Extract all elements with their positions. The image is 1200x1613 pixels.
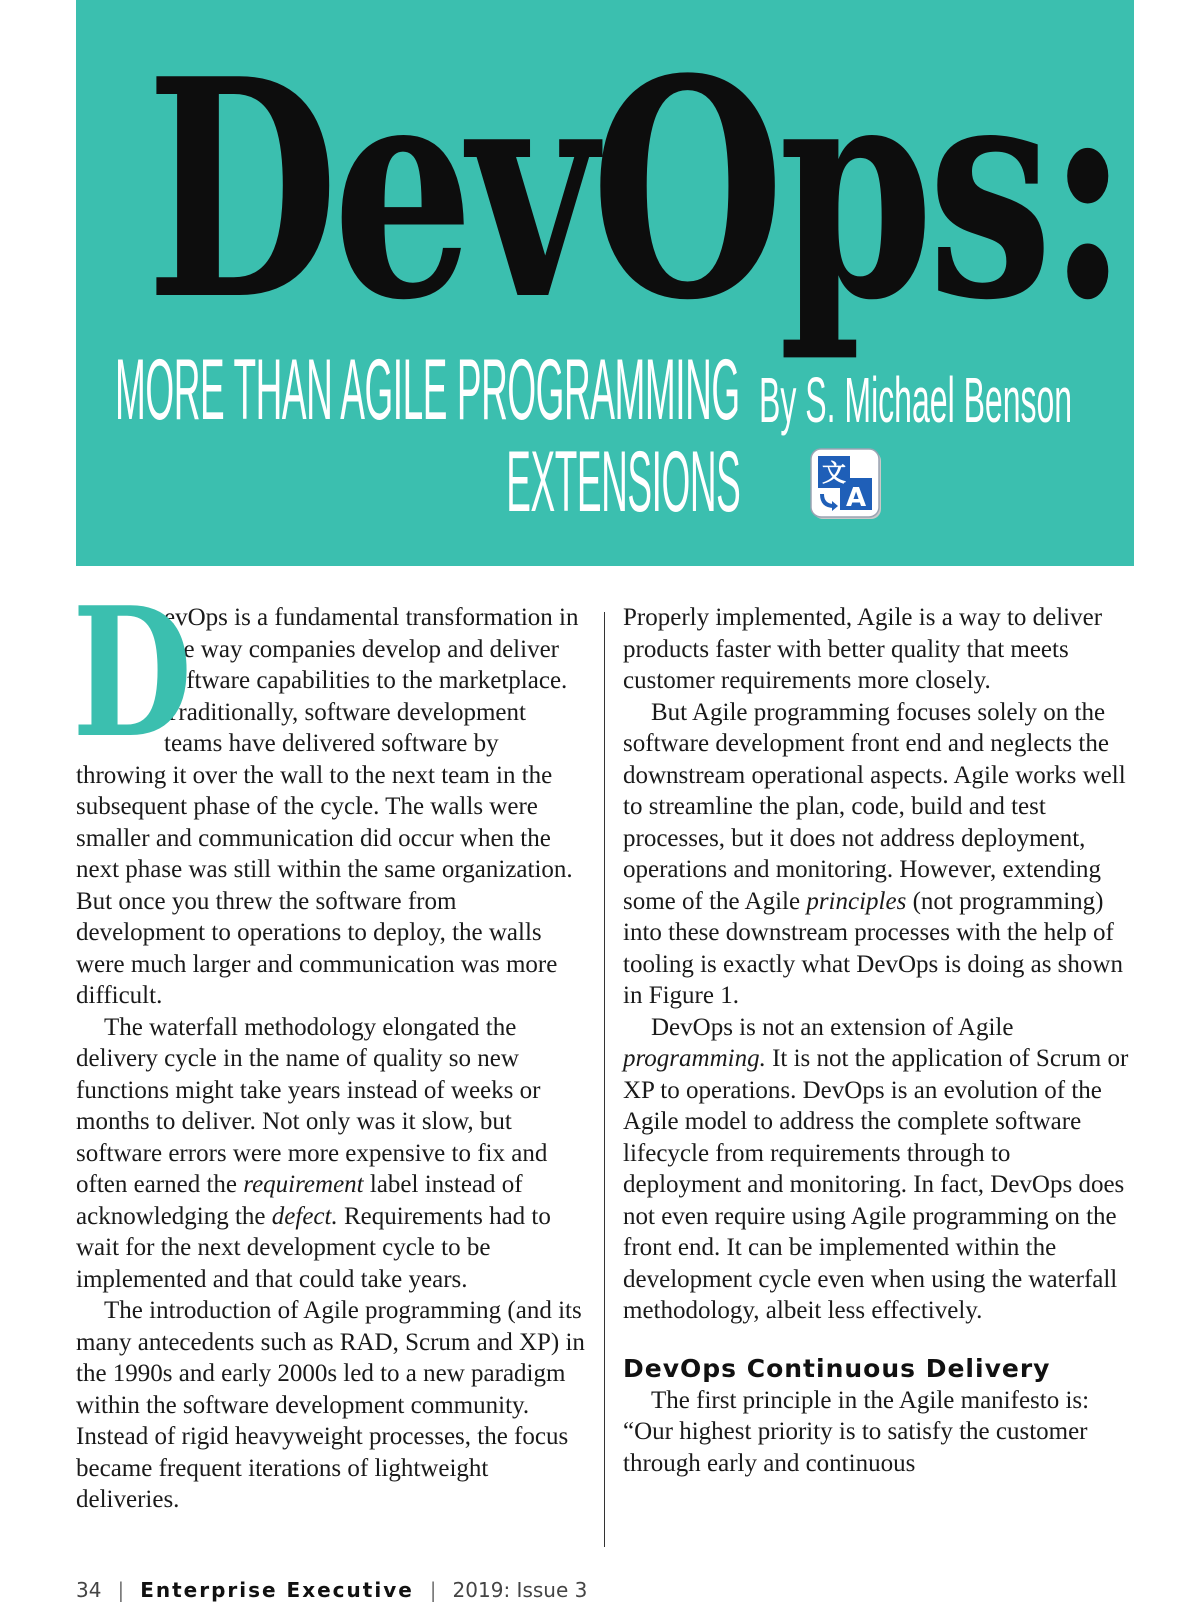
section-heading: DevOps Continuous Delivery (623, 1353, 1051, 1383)
svg-text:A: A (845, 483, 867, 513)
paragraph-text: evOps is a fundamental transformation in the way companies develop and deliver software capabilities to the marketplace. Traditionally, software development teams have delivered software by throwing it over the wall to the next team in the subsequent phase of the cycle. The walls were smaller and communication did occur when the next phase was still within the same organization. But once you threw the software from development to operations to deploy, the walls were much larger and communication was more difficult. (76, 604, 579, 1009)
page-number: 34 (76, 1578, 102, 1602)
paragraph-text: (not programming) into these downstream processes with the help of tooling is exactly what DevOps is doing as shown in Figure 1. (623, 887, 1123, 1009)
paragraph-text: But Agile programming focuses solely on the software development front end and neglects the downstream operational aspects. Agile works well to streamline the plan, code, build and test processes, but it does not address deployment, operations and monitoring. However, extending some of the Agile (623, 698, 1126, 915)
column-divider (604, 612, 605, 1547)
article-subtitle-line1: MORE THAN AGILE PROGRAMMING (115, 342, 740, 438)
paragraph-intro (72, 568, 588, 1012)
article-column-left (72, 568, 588, 1516)
emphasis-text: requirement (243, 1171, 364, 1198)
paragraph-manifesto: The first principle in the Agile manifesto is: “Our highest priority is to satisfy the customer through early and continuous (623, 1386, 1090, 1477)
article-column-right (623, 602, 1133, 1479)
drop-cap: D (72, 568, 193, 777)
paragraph-agile-focus (623, 697, 1133, 1012)
article-subtitle-line2: EXTENSIONS (505, 434, 740, 530)
emphasis-text: principles (806, 887, 907, 915)
footer-separator: | (429, 1578, 437, 1602)
issue-label: 2019: Issue 3 (452, 1578, 588, 1602)
paragraph-text: label instead of acknowledging the (76, 1171, 523, 1230)
paragraph-waterfall (76, 1012, 588, 1296)
header-banner (76, 0, 1134, 566)
paragraph-agile-properly: Properly implemented, Agile is a way to deliver products faster with better quality that meets customer requirements more closely. (623, 604, 1103, 694)
page-footer (76, 1578, 587, 1602)
footer-separator: | (117, 1578, 125, 1602)
paragraph-agile-intro: The introduction of Agile programming (and its many antecedents such as RAD, Scrum and XP) in the 1990s and early 2000s led to a new paradigm within the software development community. Instead of rigid heavyweight processes, the focus became frequent iterations of lightweight deliveries. (76, 1297, 585, 1513)
author-byline: By S. Michael Benson (758, 364, 1072, 436)
svg-text:文: 文 (822, 459, 846, 487)
article-title: DevOps: (146, 13, 1123, 366)
paragraph-text: DevOps is not an extension of Agile (651, 1013, 1014, 1041)
emphasis-text: programming. (623, 1045, 766, 1072)
translate-icon[interactable] (810, 448, 884, 522)
magazine-name: Enterprise Executive (140, 1578, 414, 1602)
paragraph-text: It is not the application of Scrum or XP to operations. DevOps is an evolution of the Agile model to address the complete software lifecycle from requirements through to deployment and monitoring. In fact, DevOps does not even require using Agile programming on the front end. It can be implemented within the development cycle even when using the waterfall methodology, albeit less effectively. (623, 1045, 1129, 1324)
paragraph-text: The waterfall methodology elongated the delivery cycle in the name of quality so new functions might take years instead of weeks or months to deliver. Not only was it slow, but software errors were more expensive to fix and often earned the (76, 1013, 548, 1198)
emphasis-text: defect. (271, 1202, 338, 1230)
paragraph-devops-evolution (623, 1012, 1133, 1327)
paragraph-text: Requirements had to wait for the next development cycle to be implemented and that could take years. (76, 1202, 551, 1293)
